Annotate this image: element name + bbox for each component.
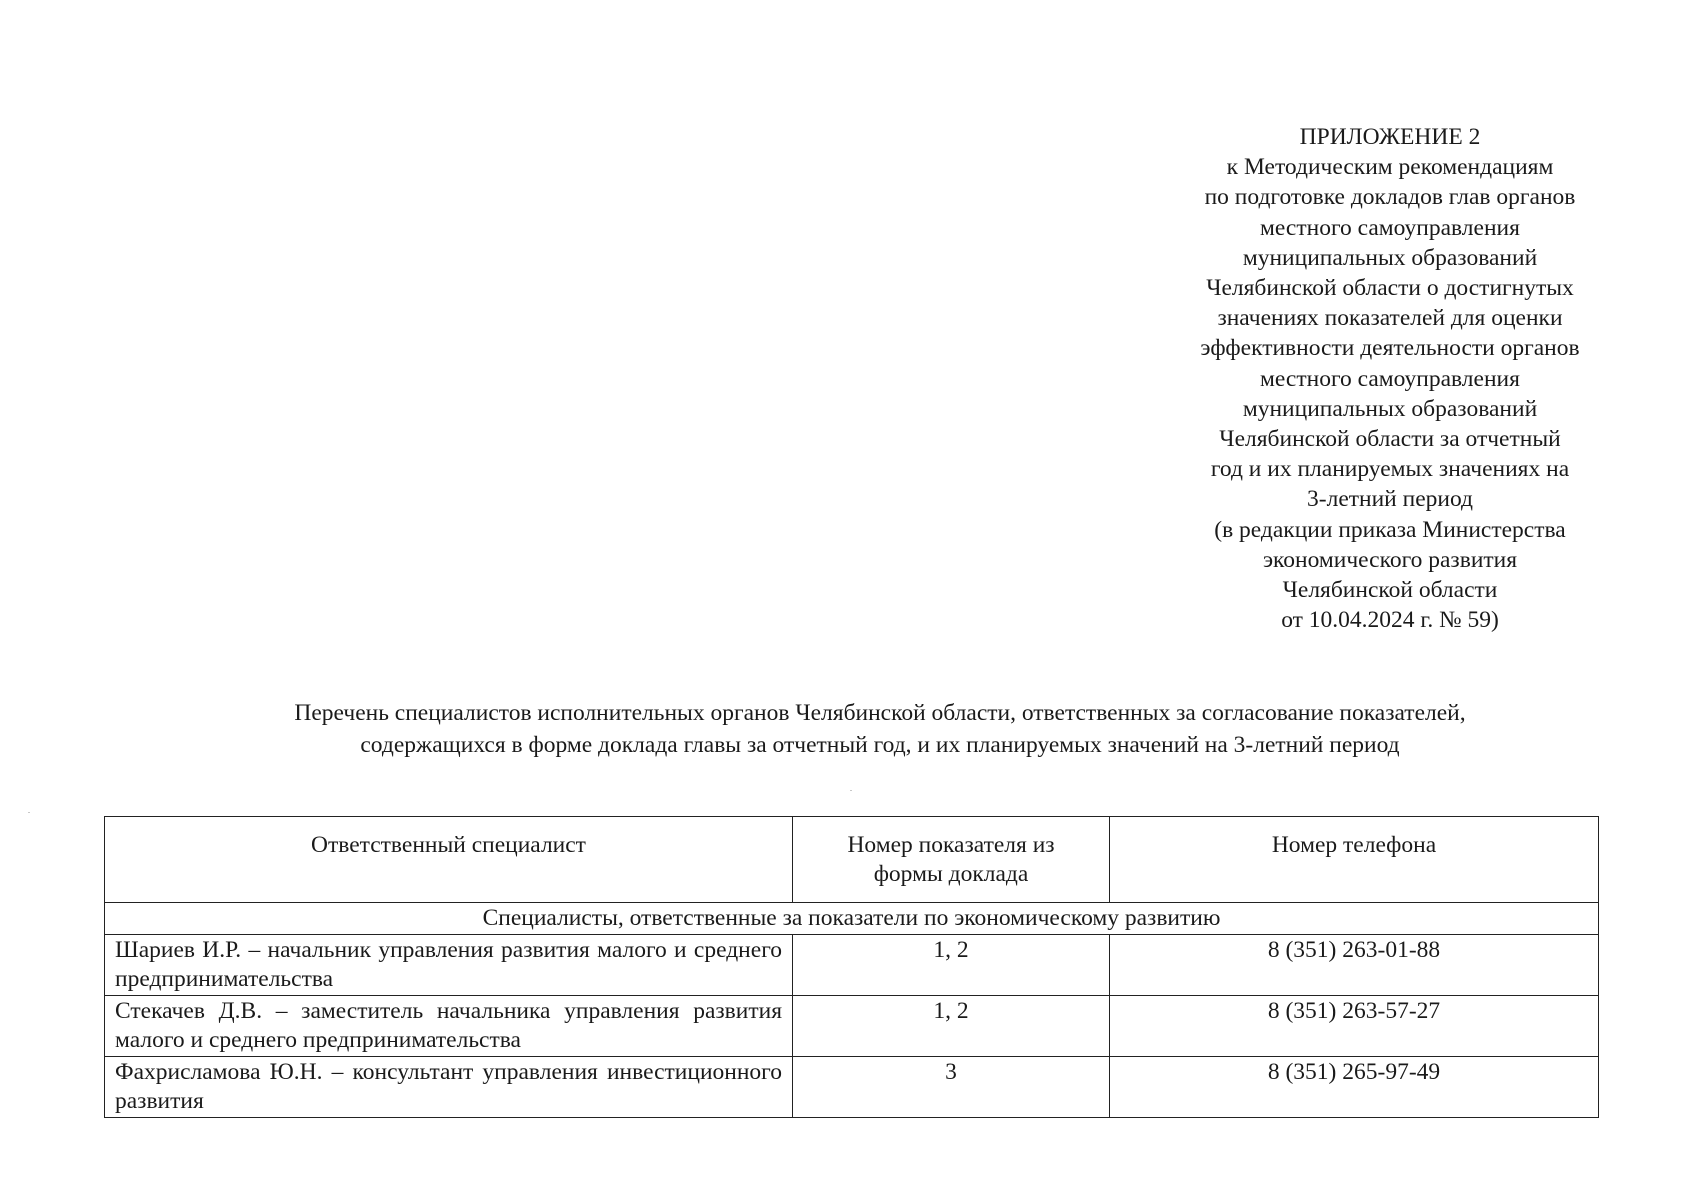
cell-phone: 8 (351) 265-97-49 [1110,1057,1599,1118]
header-phone [1110,817,1599,903]
section-title: Специалисты, ответственные за показатели по экономическому развитию [105,903,1599,935]
appendix-header-block [1140,122,1640,635]
specialists-table [104,816,1599,1118]
appendix-line: местного самоуправления [1260,214,1520,241]
header-phone-label: Номер телефона [1271,832,1437,858]
cell-indicators: 1, 2 [793,996,1110,1057]
scan-speck [850,790,852,791]
table-section-row [105,903,1599,935]
appendix-line: муниципальных образований [1242,244,1538,271]
appendix-line: муниципальных образований [1242,395,1538,422]
appendix-line: от 10.04.2024 г. № 59) [1281,607,1499,634]
appendix-line: значениях показателей для оценки [1217,305,1563,332]
appendix-line: местного самоуправления [1260,365,1520,392]
cell-specialist: Стекачев Д.В. – заместитель начальника управления развития малого и среднего предпринимательства [105,996,793,1057]
table-row [105,935,1599,996]
cell-specialist: Шариев И.Р. – начальник управления развития малого и среднего предпринимательства [105,935,793,996]
table-row [105,1057,1599,1118]
appendix-line: экономического развития [1262,546,1518,573]
appendix-line: по подготовке докладов глав органов [1204,184,1576,211]
header-indicator-label-2: формы доклада [873,861,1029,887]
appendix-line: год и их планируемых значениях на [1210,456,1570,483]
cell-indicators: 3 [793,1057,1110,1118]
appendix-line: эффективности деятельности органов [1200,335,1580,362]
cell-specialist: Фахрисламова Ю.Н. – консультант управления инвестиционного развития [105,1057,793,1118]
cell-phone: 8 (351) 263-01-88 [1110,935,1599,996]
header-specialist-label: Ответственный специалист [311,832,586,858]
table-row [105,996,1599,1057]
header-indicator-number [793,817,1110,903]
appendix-line: к Методическим рекомендациям [1226,154,1554,181]
table-header-row [105,817,1599,903]
document-title-line-2: содержащихся в форме доклада главы за отчетный год, и их планируемых значений на 3-летний период [360,732,1400,758]
document-title-line-1: Перечень специалистов исполнительных органов Челябинской области, ответственных за согласование показателей, [294,700,1466,726]
header-specialist [105,817,793,903]
appendix-line: (в редакции приказа Министерства [1214,516,1566,543]
document-title [100,697,1660,761]
appendix-line: Челябинской области за отчетный [1219,426,1561,453]
cell-indicators: 1, 2 [793,935,1110,996]
scan-speck [28,812,30,813]
appendix-line: ПРИЛОЖЕНИЕ 2 [1299,124,1481,150]
appendix-line: 3-летний период [1307,486,1473,513]
header-indicator-label-1: Номер показателя из [847,832,1055,858]
cell-phone: 8 (351) 263-57-27 [1110,996,1599,1057]
appendix-line: Челябинской области о достигнутых [1206,275,1574,302]
appendix-line: Челябинской области [1282,577,1498,604]
